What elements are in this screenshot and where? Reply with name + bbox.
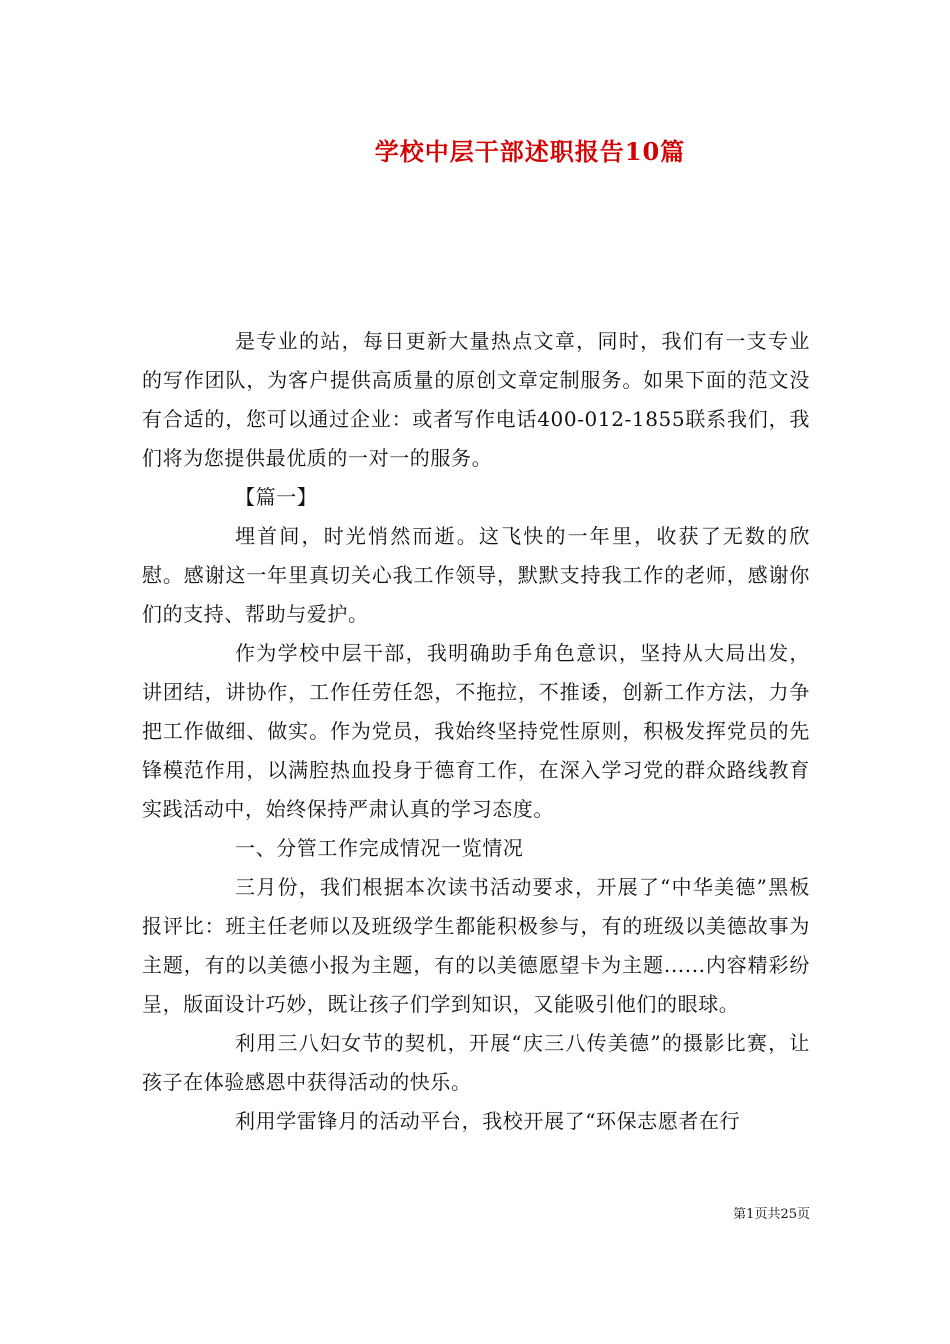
body-paragraph: 埋首间，时光悄然而逝。这飞快的一年里，收获了无数的欣慰。感谢这一年里真切关心我工作领导，默默支持我工作的老师，感谢你们的支持、帮助与爱护。: [142, 524, 810, 626]
body-paragraph: 利用学雷锋月的活动平台，我校开展了“环保志愿者在行: [235, 1109, 741, 1133]
body-paragraph: 作为学校中层干部，我明确助手角色意识，坚持从大局出发，讲团结，讲协作，工作任劳任怨，不拖拉，不推诿，创新工作方法，力争把工作做细、做实。作为党员，我始终坚持党性原则，积极发挥党员的先锋模范作用，以满腔热血投身于德育工作，在深入学习党的群众路线教育实践活动中，始终保持严肃认真的学习态度。: [142, 641, 810, 821]
document-title: 学校中层干部述职报告10篇: [374, 137, 686, 166]
body-paragraph: 利用三八妇女节的契机，开展“庆三八传美德”的摄影比赛，让孩子在体验感恩中获得活动的快乐。: [142, 1031, 810, 1094]
intro-paragraph: 是专业的站，每日更新大量热点文章，同时，我们有一支专业的写作团队，为客户提供高质量的原创文章定制服务。如果下面的范文没有合适的，您可以通过企业：或者写作电话400-012-1855联系我们，我们将为您提供最优质的一对一的服务。: [142, 329, 810, 470]
section-label: 【篇一】: [235, 485, 318, 509]
page-number: 第1页共25页: [733, 1207, 810, 1222]
body-paragraph: 三月份，我们根据本次读书活动要求，开展了“中华美德”黑板报评比：班主任老师以及班级学生都能积极参与，有的班级以美德故事为主题，有的以美德小报为主题，有的以美德愿望卡为主题......内容精彩纷呈，版面设计巧妙，既让孩子们学到知识，又能吸引他们的眼球。: [142, 875, 810, 1016]
document-body: [142, 322, 810, 1141]
section-heading: 一、分管工作完成情况一览情况: [235, 836, 524, 860]
